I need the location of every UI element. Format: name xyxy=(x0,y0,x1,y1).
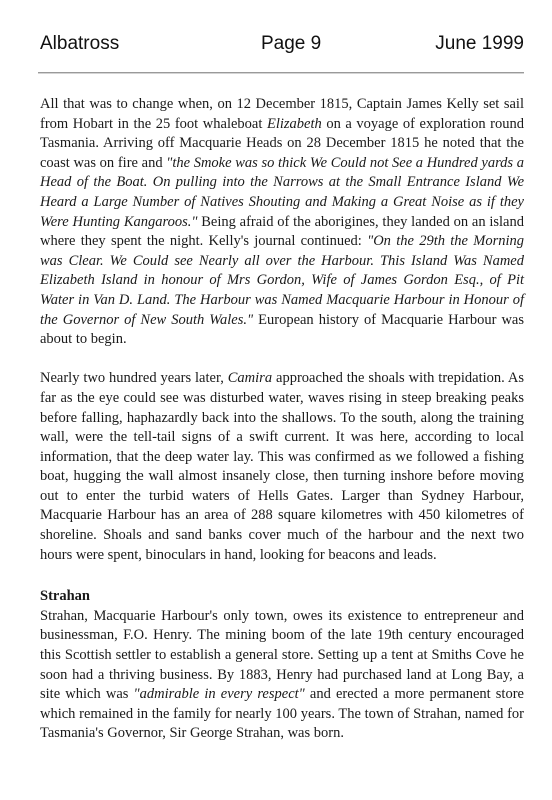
header-divider xyxy=(38,72,524,74)
boat-name: Elizabeth xyxy=(266,115,322,132)
publication-title: Albatross xyxy=(40,33,120,54)
inline-quote: "admirable in every respect" xyxy=(133,686,305,703)
issue-date: June 1999 xyxy=(435,33,524,54)
text-run: Nearly two hundred years later, xyxy=(40,370,228,387)
text-run: approached the shoals with trepidation. As far as the eye could see was disturbed water, waves rising in steep breaking peaks before falling, haphazardly back into the shallows. To the south, along the training wall, were the tell-tail signs of a swift current. It was here, according to local information, that the deep water lay. This was confirmed as we followed a fishing boat, hugging the wall almost insanely close, then turning inshore before moving out to enter the turbid waters of Hells Gates. Larger than Sydney Harbour, Macquarie Harbour has an area of 288 square kilometres with 450 kilometres of shoreline. Shoals and sand banks cover much of the harbour and the next two hours were spent, binoculars in hand, looking for beacons and leads. xyxy=(40,370,524,563)
article-body xyxy=(40,95,524,744)
text-run: All that was to change when, on 12 December 1815, Captain James Kelly set sail from Hobart in the 25 foot whaleboat xyxy=(40,96,524,132)
journal-quote: "the Smoke was so thick We Could not See a Hundred yards a Head of the Boat. On pulling into the Narrows at the Small Entrance Island We Heard a Large Number of Natives Shouting and Making a Great Noise as if they Were Hunting Kangaroos." xyxy=(40,154,524,230)
paragraph-camira-approach xyxy=(40,369,524,565)
paragraph-strahan xyxy=(40,607,524,744)
page-number: Page 9 xyxy=(261,33,322,54)
text-run: European history of Macquarie Harbour was about to begin. xyxy=(40,311,525,348)
text-run: Strahan, Macquarie Harbour's only town, owes its existence to entrepreneur and businessman, F.O. Henry. The mining boom of the late 19th century encouraged this Scottish settler to establish a general store. Setting up a tent at Smiths Cove he soon had a thriving business. By 1883, Henry had purchased land at Long Bay, a site which was xyxy=(40,607,524,703)
text-run: and erected a more permanent store which remained in the family for nearly 100 years. The town of Strahan, named for Tasmania's Governor, Sir George Strahan, was born. xyxy=(40,686,524,742)
boat-name: Camira xyxy=(227,370,273,387)
page-header xyxy=(40,33,524,57)
paragraph-kelly-voyage xyxy=(40,95,524,350)
text-run: on a voyage of exploration round Tasmania. Arriving off Macquarie Heads on 28 December 1815 he noted that the coast was on fire and xyxy=(40,115,524,171)
journal-quote: "On the 29th the Morning was Clear. We Could see Nearly all over the Harbour. This Island Was Named Elizabeth Island in honour of Mrs Gordon, Wife of James Gordon Esq., of Pit Water in Van D. Land. The Harbour was Named Macquarie Harbour in Honour of the Governor of New South Wales." xyxy=(40,233,524,328)
text-run: Being afraid of the aborigines, they landed on an island where they spent the night. Kelly's journal continued: xyxy=(40,213,524,250)
section-heading: Strahan xyxy=(40,588,90,605)
